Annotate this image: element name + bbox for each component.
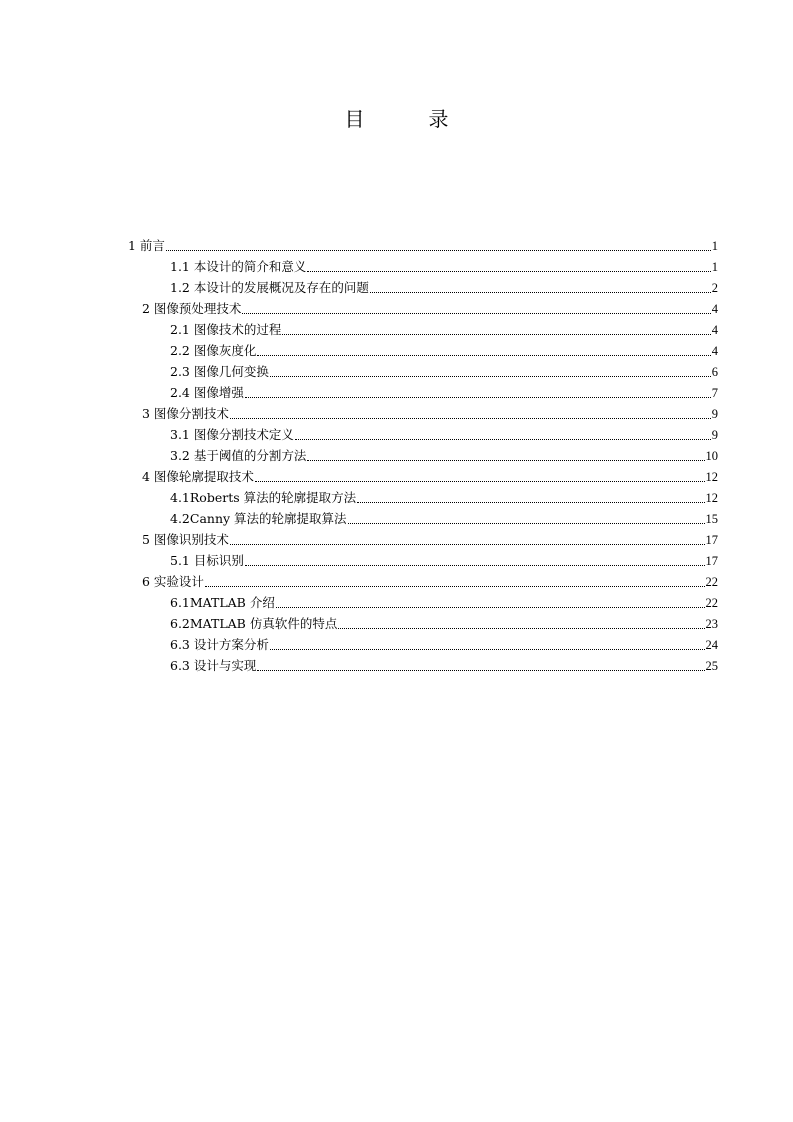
toc-entry-title: 1.2 本设计的发展概况及存在的问题 (170, 280, 369, 295)
toc-dot-leader (257, 355, 710, 356)
toc-page-number: 24 (705, 638, 718, 652)
toc-entry-title: 4.1Roberts 算法的轮廓提取方法 (170, 490, 357, 505)
toc-entry-title: 2 图像预处理技术 (142, 301, 242, 316)
toc-entry-title: 6 实验设计 (142, 574, 204, 589)
toc-entry-title: 2.1 图像技术的过程 (170, 322, 282, 337)
toc-entry-title: 3 图像分割技术 (142, 406, 229, 421)
toc-page-number: 10 (705, 449, 718, 463)
toc-dot-leader (166, 250, 711, 251)
toc-page-number: 1 (711, 239, 718, 253)
toc-page-number: 4 (711, 302, 718, 316)
toc-dot-leader (307, 271, 710, 272)
toc-page-number: 23 (705, 617, 718, 631)
toc-dot-leader (230, 544, 705, 545)
toc-dot-leader (245, 565, 705, 566)
toc-dot-leader (270, 376, 711, 377)
toc-entry-title: 2.3 图像几何变换 (170, 364, 269, 379)
toc-page-number: 15 (705, 512, 718, 526)
page-title: 目 录 (344, 107, 471, 131)
toc-entry[interactable] (142, 530, 718, 550)
toc-dot-leader (357, 502, 704, 503)
toc-dot-leader (242, 313, 710, 314)
toc-dot-leader (282, 334, 710, 335)
toc-page-number: 4 (711, 344, 718, 358)
toc-page-number: 12 (705, 491, 718, 505)
toc-entry[interactable] (170, 341, 718, 361)
toc-entry-title: 2.2 图像灰度化 (170, 343, 257, 358)
toc-entry-title: 1.1 本设计的简介和意义 (170, 259, 307, 274)
toc-entry-title: 1 前言 (128, 238, 165, 253)
toc-page-number: 17 (705, 533, 718, 547)
toc-entry[interactable] (170, 635, 718, 655)
toc-page-number: 9 (711, 407, 718, 421)
toc-entry[interactable] (170, 257, 718, 277)
toc-dot-leader (257, 670, 704, 671)
toc-entry-title: 6.3 设计方案分析 (170, 637, 269, 652)
toc-page-number: 1 (711, 260, 718, 274)
toc-entry[interactable] (170, 362, 718, 382)
toc-page-number: 6 (711, 365, 718, 379)
toc-page-number: 4 (711, 323, 718, 337)
toc-entry-title: 6.3 设计与实现 (170, 658, 257, 673)
toc-entry[interactable] (142, 467, 718, 487)
toc-entry[interactable] (170, 593, 718, 613)
toc-entry-title: 6.1MATLAB 介绍 (170, 595, 275, 610)
toc-page-number: 22 (705, 596, 718, 610)
toc-dot-leader (276, 607, 705, 608)
toc-entry-title: 3.1 图像分割技术定义 (170, 427, 294, 442)
toc-entry-title: 5.1 目标识别 (170, 553, 244, 568)
toc-entry[interactable] (170, 320, 718, 340)
toc-entry[interactable] (170, 551, 718, 571)
toc-dot-leader (295, 439, 711, 440)
toc-dot-leader (205, 586, 705, 587)
toc-page-number: 22 (705, 575, 718, 589)
toc-entry-title: 4.2Canny 算法的轮廓提取算法 (170, 511, 347, 526)
toc-entry[interactable] (142, 299, 718, 319)
toc-entry[interactable] (170, 278, 718, 298)
toc-entry[interactable] (170, 383, 718, 403)
toc-dot-leader (270, 649, 705, 650)
toc-page-number: 17 (705, 554, 718, 568)
toc-entry-title: 2.4 图像增强 (170, 385, 244, 400)
toc-dot-leader (230, 418, 711, 419)
toc-entry[interactable] (170, 425, 718, 445)
toc-entry-title: 3.2 基于阈值的分割方法 (170, 448, 307, 463)
toc-page-number: 7 (711, 386, 718, 400)
toc-dot-leader (370, 292, 711, 293)
toc-page-number: 25 (705, 659, 718, 673)
toc-page-number: 2 (711, 281, 718, 295)
toc-dot-leader (348, 523, 705, 524)
toc-entry[interactable] (170, 614, 718, 634)
toc-entry[interactable] (142, 572, 718, 592)
toc-entry[interactable] (128, 236, 718, 256)
toc-entry-title: 6.2MATLAB 仿真软件的特点 (170, 616, 338, 631)
toc-page-number: 12 (705, 470, 718, 484)
toc-entry-title: 4 图像轮廓提取技术 (142, 469, 254, 484)
toc-dot-leader (245, 397, 711, 398)
toc-entry[interactable] (170, 656, 718, 676)
toc-entry[interactable] (170, 488, 718, 508)
toc-dot-leader (307, 460, 704, 461)
toc-entry-title: 5 图像识别技术 (142, 532, 229, 547)
toc-dot-leader (255, 481, 705, 482)
toc-entry[interactable] (142, 404, 718, 424)
toc-entry[interactable] (170, 509, 718, 529)
toc-dot-leader (338, 628, 704, 629)
toc-entry[interactable] (170, 446, 718, 466)
toc-page-number: 9 (711, 428, 718, 442)
